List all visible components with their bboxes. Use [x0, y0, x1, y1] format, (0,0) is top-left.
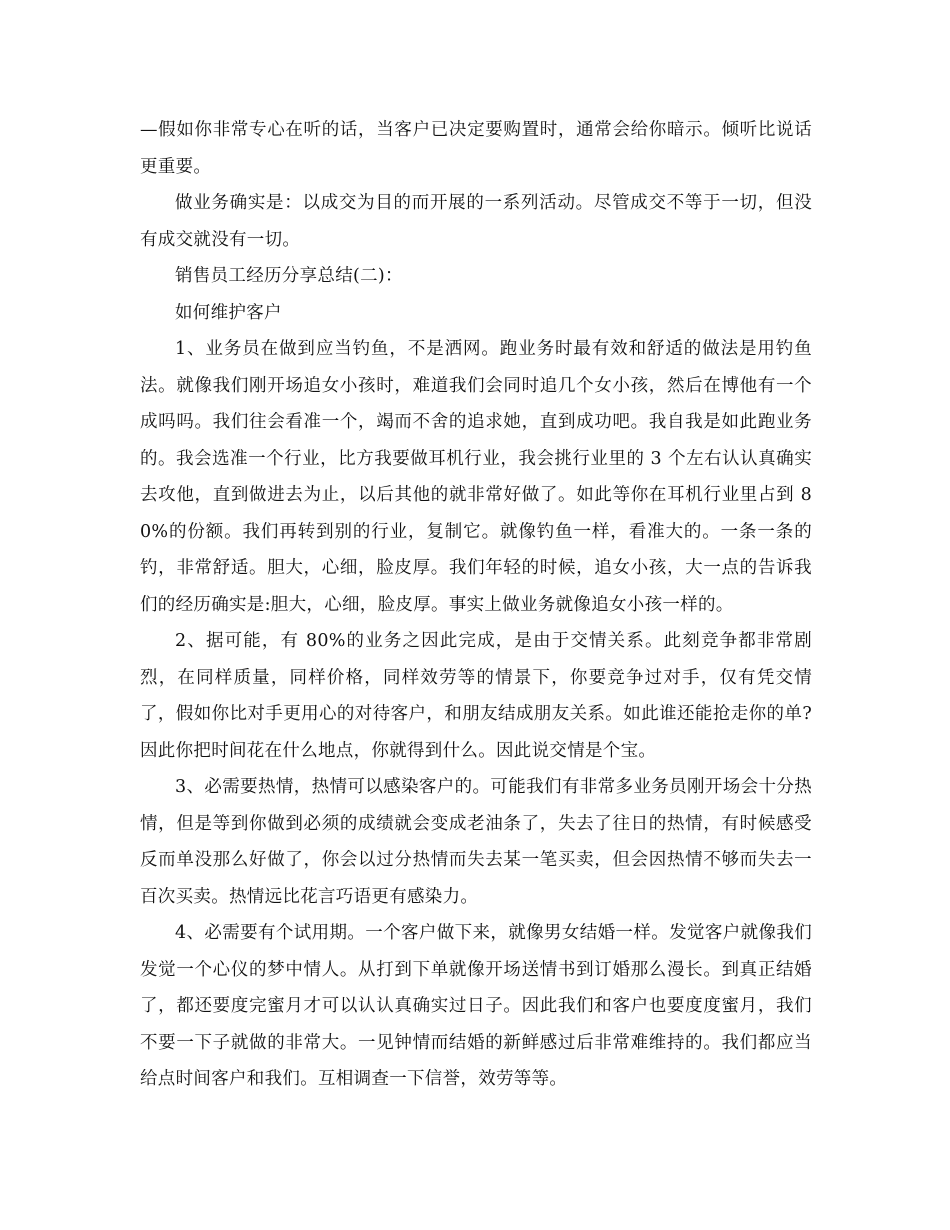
document-body — [140, 112, 812, 1098]
section-title: 销售员工经历分享总结(二)： — [175, 266, 403, 286]
section-subtitle: 如何维护客户 — [175, 302, 282, 323]
paragraph-listening-tip: —假如你非常专心在听的话，当客户已决定要购置时，通常会给你暗示。倾听比说话更重要。 — [140, 120, 812, 177]
paragraph-point-2: 2、据可能，有 80%的业务之因此完成，是由于交情关系。此刻竞争都非常剧烈，在同样质量，同样价格，同样效劳等的情景下，你要竞争过对手，仅有凭交情了，假如你比对手更用心的对待客户，和朋友结成朋友关系。如此谁还能抢走你的单?因此你把时间花在什么地点，你就得到什么。因此说交情是个宝。 — [140, 631, 812, 761]
paragraph-point-4: 4、必需要有个试用期。一个客户做下来，就像男女结婚一样。发觉客户就像我们发觉一个心仪的梦中情人。从打到下单就像开场送情书到订婚那么漫长。到真正结婚了，都还要度完蜜月才可以认认真确实过日子。因此我们和客户也要度度蜜月，我们不要一下子就做的非常大。一见钟情而结婚的新鲜感过后非常难维持的。我们都应当给点时间客户和我们。互相调查一下信誉，效劳等等。 — [140, 923, 812, 1089]
paragraph-business-definition: 做业务确实是：以成交为目的而开展的一系列活动。尽管成交不等于一切，但没有成交就没有一切。 — [140, 193, 812, 250]
paragraph-point-3: 3、必需要热情，热情可以感染客户的。可能我们有非常多业务员刚开场会十分热情，但是等到你做到必须的成绩就会变成老油条了，失去了往日的热情，有时候感受反而单没那么好做了，你会以过分热情而失去某一笔买卖，但会因热情不够而失去一百次买卖。热情远比花言巧语更有感染力。 — [140, 777, 812, 907]
paragraph-point-1: 1、业务员在做到应当钓鱼，不是洒网。跑业务时最有效和舒适的做法是用钓鱼法。就像我们刚开场追女小孩时，难道我们会同时追几个女小孩，然后在博他有一个成吗吗。我们往会看准一个，竭而不舍的追求她，直到成功吧。我自我是如此跑业务的。我会选准一个行业，比方我要做耳机行业，我会挑行业里的 3 个左右认认真确实去攻他，直到做进去为止，以后其他的就非常好做了。如此等你在耳机行业里占到 80%的份额。我们再转到别的行业，复制它。就像钓鱼一样，看准大的。一条一条的钓，非常舒适。胆大，心细，脸皮厚。我们年轻的时候，追女小孩，大一点的告诉我们的经历确实是:胆大，心细，脸皮厚。事实上做业务就像追女小孩一样的。 — [140, 339, 812, 615]
